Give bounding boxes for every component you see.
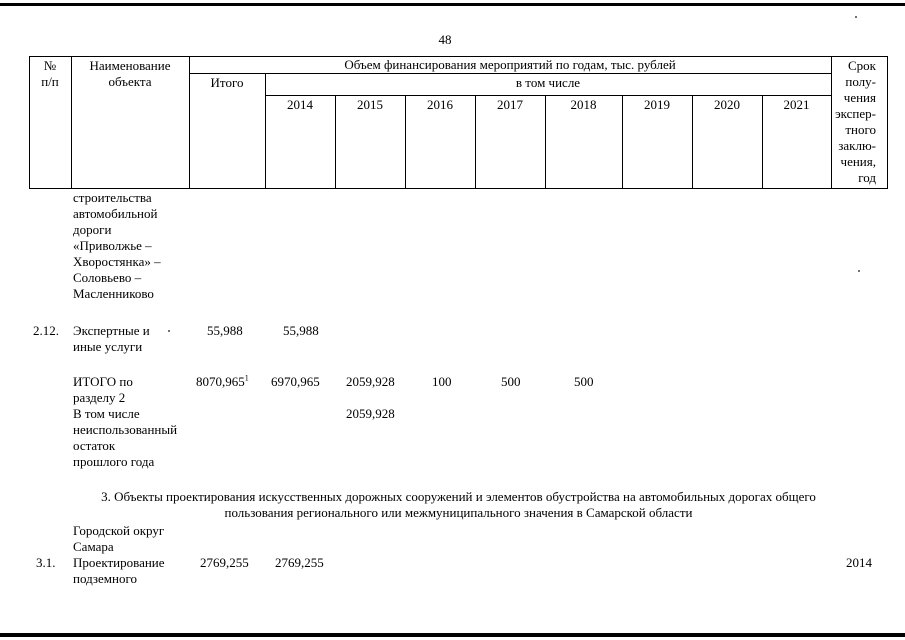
section-2-total-2015: 2059,928 <box>346 374 395 389</box>
including-header: в том числе <box>515 75 581 90</box>
continued-object-name: строительства автомобильной дороги «Приволжье – Хворостянка» – Соловьево – Масленниково <box>73 190 161 301</box>
including-row-name: В том числе неиспользованный остаток прошлого года <box>73 406 178 469</box>
year-2020: 2020 <box>714 97 740 112</box>
year-2021: 2021 <box>783 97 810 112</box>
year-2014: 2014 <box>287 97 313 112</box>
row-2-12-name: Экспертные и иные услуги <box>73 323 150 354</box>
section-2-total-2016: 100 <box>432 374 452 389</box>
scan-speck <box>855 16 857 18</box>
scan-speck <box>168 330 170 332</box>
row-3-1-name: Проектирование подземного <box>73 555 165 586</box>
year-2018: 2018 <box>570 97 597 112</box>
row-3-1-total: 2769,255 <box>200 555 249 570</box>
deadline-header: Срок полу- чения экспер- тного заклю- чения, год <box>835 58 876 185</box>
section-2-total-2017: 500 <box>501 374 521 389</box>
top-border <box>0 3 905 6</box>
section-2-total-2014: 6970,965 <box>271 374 320 389</box>
funding-header: Объем финансирования мероприятий по годам, тыс. рублей <box>344 57 676 72</box>
row-2-12-num: 2.12. <box>33 323 59 338</box>
row-3-1-2014: 2769,255 <box>275 555 324 570</box>
section-3-title-line-2: пользования регионального или межмуниципального значения в Самарской области <box>224 505 693 520</box>
name-header: Наименование объекта <box>89 58 171 89</box>
section-2-total-name: ИТОГО по разделу 2 <box>73 374 133 405</box>
year-2016: 2016 <box>427 97 453 112</box>
num-header: № п/п <box>41 58 59 89</box>
section-2-total-2018: 500 <box>574 374 594 389</box>
total-header: Итого <box>210 75 244 90</box>
scan-speck <box>858 270 860 272</box>
table-header-bottom-line <box>29 188 888 189</box>
row-3-1-deadline: 2014 <box>846 555 872 570</box>
year-2017: 2017 <box>497 97 523 112</box>
row-3-1-num: 3.1. <box>36 555 56 570</box>
section-3-title: 3. Объекты проектирования искусственных дорожных сооружений и элементов обустройства на автомобильных дорогах общего <box>101 489 816 504</box>
year-2015: 2015 <box>357 97 383 112</box>
row-2-12-2014: 55,988 <box>283 323 319 338</box>
bottom-border <box>0 633 905 637</box>
section-2-total-value: 8070,965$^1$ <box>196 373 249 389</box>
year-2019: 2019 <box>644 97 670 112</box>
city-district-name: Городской округ Самара <box>73 523 165 554</box>
table-header-years-line <box>265 95 831 96</box>
page-number: 48 <box>438 32 452 47</box>
row-2-12-total: 55,988 <box>207 323 243 338</box>
table-header-sub-line <box>189 73 831 74</box>
col-line <box>887 56 888 189</box>
including-row-2015: 2059,928 <box>346 406 395 421</box>
